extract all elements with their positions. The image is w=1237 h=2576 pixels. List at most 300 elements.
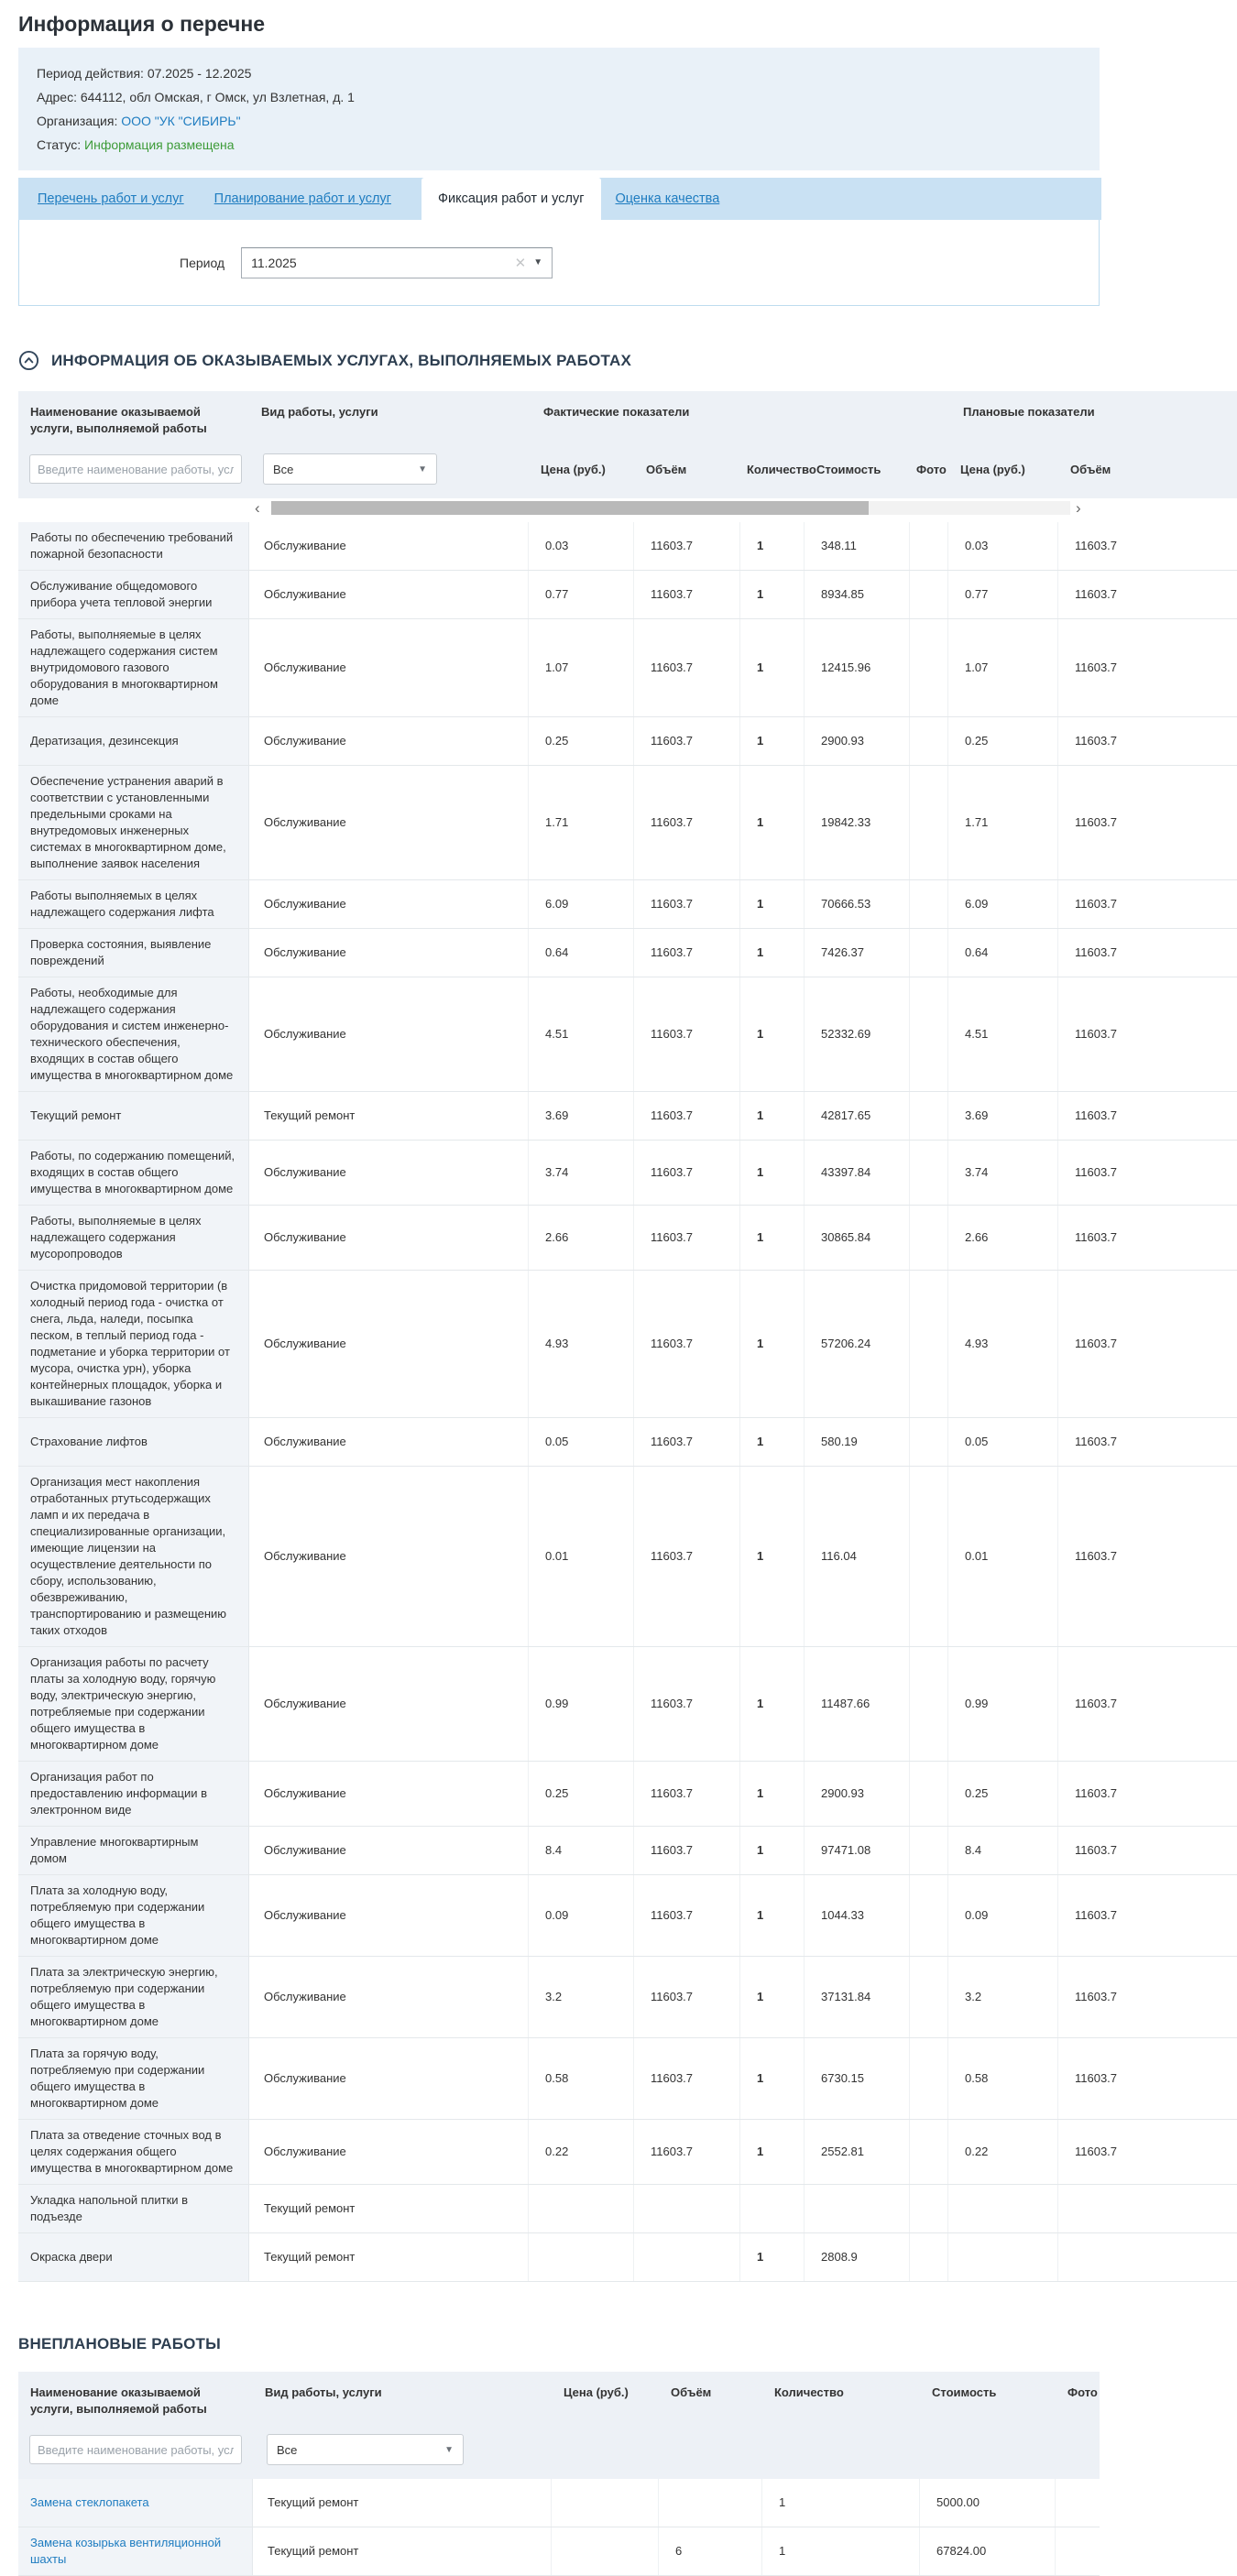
fact-price-cell — [529, 2185, 634, 2232]
table-row — [18, 2527, 1100, 2575]
plan-price-cell: 0.25 — [948, 717, 1058, 765]
service-type-cell: Обслуживание — [249, 2038, 529, 2119]
fact-price-cell: 4.93 — [529, 1271, 634, 1417]
service-name-filter-input[interactable] — [29, 454, 242, 484]
plan-price-cell: 0.03 — [948, 522, 1058, 570]
plan-volume-cell: 11603.7 — [1075, 897, 1118, 911]
service-type-cell: Обслуживание — [249, 1418, 529, 1466]
plan-price-cell: 0.05 — [948, 1418, 1058, 1466]
plan-price-cell: 1.07 — [948, 619, 1058, 716]
quantity-cell: 1 — [740, 880, 805, 928]
table-row — [18, 1205, 1237, 1270]
quantity-cell: 1 — [740, 929, 805, 977]
clear-icon[interactable]: ✕ — [514, 255, 527, 271]
quantity-cell: 1 — [740, 1957, 805, 2037]
cost-cell: 43397.84 — [805, 1141, 910, 1205]
scrollbar-thumb[interactable] — [271, 501, 869, 515]
tab-ocenka[interactable]: Оценка качества — [615, 191, 720, 206]
services-table — [18, 391, 1237, 2282]
plan-volume-cell: 11603.7 — [1075, 1165, 1118, 1180]
service-type-cell: Обслуживание — [249, 1271, 529, 1417]
cost-cell: 8934.85 — [805, 571, 910, 618]
period-panel — [18, 220, 1100, 306]
col-header-name: Наименование оказываемой услуги, выполняемой работы — [30, 405, 207, 435]
fact-price-cell: 0.01 — [529, 1467, 634, 1646]
service-type-cell: Обслуживание — [249, 1647, 529, 1761]
table-row — [18, 618, 1237, 716]
subheader-fact-price: Цена (руб.) — [541, 462, 606, 476]
cost-cell: 70666.53 — [805, 880, 910, 928]
unplanned-name-filter-input[interactable] — [29, 2435, 242, 2464]
fact-volume-cell: 11603.7 — [634, 2120, 740, 2184]
info-period-value: 07.2025 - 12.2025 — [147, 66, 252, 81]
table-row — [18, 2479, 1100, 2527]
table-row — [18, 716, 1237, 765]
fact-volume-cell — [634, 2185, 740, 2232]
cost-cell: 30865.84 — [805, 1206, 910, 1270]
fact-price-cell — [529, 2233, 634, 2281]
plan-price-cell — [948, 2233, 1058, 2281]
photo-cell — [910, 1875, 948, 1956]
cost-cell: 580.19 — [805, 1418, 910, 1466]
quantity-cell: 1 — [740, 766, 805, 879]
service-type-cell: Обслуживание — [249, 1206, 529, 1270]
subheader-photo: Фото — [916, 462, 947, 476]
photo-cell — [910, 1827, 948, 1874]
plan-price-cell: 0.77 — [948, 571, 1058, 618]
cost-cell — [805, 2185, 910, 2232]
fact-volume-cell: 11603.7 — [634, 1271, 740, 1417]
service-type-cell: Обслуживание — [249, 1875, 529, 1956]
quantity-cell: 1 — [740, 1141, 805, 1205]
service-type-cell: Текущий ремонт — [249, 2233, 529, 2281]
fact-price-cell: 0.25 — [529, 1762, 634, 1826]
name-filter-cell — [18, 440, 249, 498]
service-name-cell: Плата за горячую воду, потребляемую при содержании общего имущества в многоквартирном доме — [18, 2038, 249, 2119]
fact-volume-cell: 11603.7 — [634, 571, 740, 618]
table-row — [18, 2184, 1237, 2232]
plan-price-cell: 0.22 — [948, 2120, 1058, 2184]
plan-volume-cell: 11603.7 — [1075, 660, 1118, 675]
empty-filter-cell — [552, 2420, 659, 2479]
service-name-cell: Работы по обеспечению требований пожарной безопасности — [18, 522, 249, 570]
table-row — [18, 2037, 1237, 2119]
plan-price-cell: 0.25 — [948, 1762, 1058, 1826]
service-name-cell: Работы, выполняемые в целях надлежащего содержания систем внутридомового газового оборудования в многоквартирном доме — [18, 619, 249, 716]
cost-cell: 97471.08 — [805, 1827, 910, 1874]
service-name-cell — [18, 2527, 253, 2575]
quantity-cell: 1 — [740, 522, 805, 570]
fact-price-cell: 0.22 — [529, 2120, 634, 2184]
service-type-cell: Обслуживание — [249, 1762, 529, 1826]
info-address-line — [37, 85, 1081, 109]
services-section-header — [18, 350, 1117, 371]
plan-price-cell: 4.51 — [948, 977, 1058, 1091]
services-table-body — [18, 522, 1237, 2282]
col-header-type: Вид работы, услуги — [265, 2385, 382, 2400]
fact-volume-cell: 11603.7 — [634, 1647, 740, 1761]
service-name-link[interactable]: Замена козырька вентиляционной шахты — [30, 2536, 222, 2567]
plan-price-cell: 0.64 — [948, 929, 1058, 977]
col-group-plan: Плановые показатели — [963, 405, 1095, 419]
fact-volume-cell: 11603.7 — [634, 1762, 740, 1826]
photo-cell — [910, 977, 948, 1091]
photo-cell — [1056, 2479, 1100, 2527]
photo-cell — [910, 1092, 948, 1140]
plan-price-cell: 3.74 — [948, 1141, 1058, 1205]
service-type-cell: Обслуживание — [249, 619, 529, 716]
chevron-down-icon: ▼ — [444, 2444, 454, 2455]
collapse-chevron-up-icon[interactable] — [18, 350, 39, 371]
cost-cell: 5000.00 — [920, 2479, 1056, 2527]
service-name-cell: Плата за электрическую энергию, потребляемую при содержании общего имущества в многоквартирном доме — [18, 1957, 249, 2037]
cost-cell: 12415.96 — [805, 619, 910, 716]
col-header-cost: Стоимость — [932, 2385, 997, 2400]
volume-cell — [659, 2479, 762, 2527]
horizontal-scrollbar — [18, 498, 1237, 522]
service-name-cell: Укладка напольной плитки в подъезде — [18, 2185, 249, 2232]
info-status-label: Статус: — [37, 137, 82, 152]
table-row — [18, 1874, 1237, 1956]
table-row — [18, 1270, 1237, 1417]
service-type-cell: Обслуживание — [249, 522, 529, 570]
empty-filter-cell — [762, 2420, 920, 2479]
service-name-link[interactable]: Замена стеклопакета — [30, 2495, 149, 2510]
tab-planirovanie[interactable]: Планирование работ и услуг — [213, 191, 391, 206]
cost-cell: 37131.84 — [805, 1957, 910, 2037]
plan-price-cell: 8.4 — [948, 1827, 1058, 1874]
table-row — [18, 522, 1237, 570]
photo-cell — [910, 1467, 948, 1646]
table-row — [18, 1466, 1237, 1646]
plan-price-cell: 3.69 — [948, 1092, 1058, 1140]
info-period-label: Период действия: — [37, 66, 144, 81]
tab-fiksaciya[interactable]: Фиксация работ и услуг — [421, 178, 601, 220]
service-name-cell: Проверка состояния, выявление повреждений — [18, 929, 249, 977]
table-row — [18, 2119, 1237, 2184]
quantity-cell: 1 — [762, 2527, 920, 2575]
photo-cell — [910, 2233, 948, 2281]
info-period-line — [37, 61, 1081, 85]
service-type-cell: Обслуживание — [249, 1467, 529, 1646]
period-combobox[interactable] — [241, 247, 553, 278]
tab-perechen[interactable]: Перечень работ и услуг — [38, 191, 184, 206]
plan-volume-cell: 11603.7 — [1075, 539, 1118, 553]
name-filter-cell — [18, 2420, 253, 2479]
fact-volume-cell: 11603.7 — [634, 1467, 740, 1646]
service-name-cell: Обеспечение устранения аварий в соответствии с установленными предельными сроками на внутредомовых инженерных системах в многоквартирном доме, выполнение заявок населения — [18, 766, 249, 879]
service-type-cell: Обслуживание — [249, 929, 529, 977]
info-address-value: 644112, обл Омская, г Омск, ул Взлетная, д. 1 — [80, 90, 355, 104]
cost-cell: 348.11 — [805, 522, 910, 570]
period-value: 11.2025 — [251, 255, 297, 270]
plan-volume-cell: 11603.7 — [1075, 815, 1118, 830]
fact-price-cell: 4.51 — [529, 977, 634, 1091]
fact-volume-cell: 11603.7 — [634, 880, 740, 928]
service-name-cell: Плата за отведение сточных вод в целях содержания общего имущества в многоквартирном доме — [18, 2120, 249, 2184]
plan-volume-cell — [1058, 2233, 1237, 2281]
quantity-cell: 1 — [740, 2233, 805, 2281]
chevron-down-icon[interactable]: ▼ — [533, 257, 543, 267]
plan-price-cell: 0.99 — [948, 1647, 1058, 1761]
period-label: Период — [180, 255, 225, 270]
service-type-cell: Обслуживание — [249, 2120, 529, 2184]
subheader-quantity: Количество — [747, 462, 816, 476]
fact-volume-cell: 11603.7 — [634, 1418, 740, 1466]
cost-cell: 42817.65 — [805, 1092, 910, 1140]
service-type-cell: Обслуживание — [249, 977, 529, 1091]
fact-price-cell: 3.74 — [529, 1141, 634, 1205]
photo-cell — [910, 1271, 948, 1417]
plan-volume-cell: 11603.7 — [1075, 945, 1118, 960]
photo-cell — [910, 522, 948, 570]
unplanned-table — [18, 2372, 1100, 2576]
service-name-cell: Очистка придомовой территории (в холодный период года - очистка от снега, льда, наледи, посыпка песком, в теплый период года - подметание и уборка территории от мусора, очистка урн), уборка контейнерных площадок, уборка и выкашивание газонов — [18, 1271, 249, 1417]
plan-volume-cell: 11603.7 — [1075, 1786, 1118, 1801]
table-row — [18, 1956, 1237, 2037]
cost-cell: 2552.81 — [805, 2120, 910, 2184]
fact-volume-cell: 11603.7 — [634, 1875, 740, 1956]
service-name-cell: Страхование лифтов — [18, 1418, 249, 1466]
quantity-cell: 1 — [740, 2038, 805, 2119]
fact-price-cell: 1.07 — [529, 619, 634, 716]
service-type-cell: Текущий ремонт — [253, 2479, 552, 2527]
table-row — [18, 1761, 1237, 1826]
fact-price-cell: 0.58 — [529, 2038, 634, 2119]
service-type-cell: Обслуживание — [249, 571, 529, 618]
plan-volume-cell: 11603.7 — [1075, 1908, 1118, 1923]
plan-price-cell: 2.66 — [948, 1206, 1058, 1270]
service-name-cell: Организация мест накопления отработанных ртутьсодержащих ламп и их передача в специализированные организации, имеющие лицензии на осуществление деятельности по сбору, использованию, обезвреживанию, транспортированию и размещению таких отходов — [18, 1467, 249, 1646]
table-row — [18, 879, 1237, 928]
type-filter-cell — [253, 2420, 552, 2479]
photo-cell — [910, 2120, 948, 2184]
fact-price-cell: 3.2 — [529, 1957, 634, 2037]
table-row — [18, 1646, 1237, 1761]
fact-price-cell: 0.25 — [529, 717, 634, 765]
quantity-cell: 1 — [740, 1467, 805, 1646]
col-header-quantity: Количество — [774, 2385, 844, 2400]
subheader-fact-volume: Объём — [646, 462, 687, 476]
cost-cell: 11487.66 — [805, 1647, 910, 1761]
cost-cell: 6730.15 — [805, 2038, 910, 2119]
fact-volume-cell: 11603.7 — [634, 766, 740, 879]
quantity-cell: 1 — [740, 717, 805, 765]
plan-volume-cell: 11603.7 — [1075, 1990, 1118, 2004]
plan-price-cell: 0.09 — [948, 1875, 1058, 1956]
fact-price-cell: 3.69 — [529, 1092, 634, 1140]
fact-price-cell: 0.64 — [529, 929, 634, 977]
fact-price-cell: 0.09 — [529, 1875, 634, 1956]
plan-volume-cell: 11603.7 — [1075, 734, 1118, 748]
col-header-volume: Объём — [671, 2385, 712, 2400]
fact-volume-cell: 11603.7 — [634, 977, 740, 1091]
photo-cell — [910, 619, 948, 716]
volume-cell: 6 — [659, 2527, 762, 2575]
service-name-cell: Работы выполняемых в целях надлежащего содержания лифта — [18, 880, 249, 928]
fact-volume-cell: 11603.7 — [634, 619, 740, 716]
plan-volume-cell: 11603.7 — [1075, 1337, 1118, 1351]
service-type-select[interactable] — [263, 453, 437, 485]
quantity-cell: 1 — [740, 1762, 805, 1826]
fact-volume-cell: 11603.7 — [634, 717, 740, 765]
chevron-down-icon: ▼ — [418, 464, 427, 475]
photo-cell — [910, 1762, 948, 1826]
plan-price-cell: 3.2 — [948, 1957, 1058, 2037]
fact-volume-cell: 11603.7 — [634, 1141, 740, 1205]
empty-filter-cell — [920, 2420, 1056, 2479]
cost-cell: 7426.37 — [805, 929, 910, 977]
service-type-select-value: Все — [273, 462, 294, 476]
fact-volume-cell: 11603.7 — [634, 1827, 740, 1874]
page-title: Информация о перечне — [18, 12, 266, 36]
fact-price-cell: 0.99 — [529, 1647, 634, 1761]
fact-volume-cell: 11603.7 — [634, 1957, 740, 2037]
plan-volume-cell: 11603.7 — [1075, 1549, 1118, 1564]
table-row — [18, 1140, 1237, 1205]
service-type-cell: Обслуживание — [249, 1141, 529, 1205]
service-name-cell: Организация работы по расчету платы за холодную воду, горячую воду, электрическую энергию, потребляемые при содержании общего имущества в многоквартирном доме — [18, 1647, 249, 1761]
subheader-plan-price: Цена (руб.) — [960, 462, 1025, 476]
photo-cell — [910, 717, 948, 765]
quantity-cell: 1 — [740, 1206, 805, 1270]
col-group-fact: Фактические показатели — [543, 405, 690, 419]
cost-cell: 67824.00 — [920, 2527, 1056, 2575]
cost-cell: 52332.69 — [805, 977, 910, 1091]
fact-price-cell: 6.09 — [529, 880, 634, 928]
service-type-cell: Обслуживание — [249, 880, 529, 928]
table-row — [18, 570, 1237, 618]
service-type-cell: Обслуживание — [249, 1957, 529, 2037]
quantity-cell: 1 — [740, 1647, 805, 1761]
cost-cell: 2808.9 — [805, 2233, 910, 2281]
photo-cell — [910, 2185, 948, 2232]
services-table-header — [18, 391, 1237, 498]
photo-cell — [910, 880, 948, 928]
quantity-cell — [740, 2185, 805, 2232]
fact-volume-cell: 11603.7 — [634, 1206, 740, 1270]
plan-volume-cell: 11603.7 — [1075, 2145, 1118, 2159]
cost-cell: 57206.24 — [805, 1271, 910, 1417]
service-name-cell: Управление многоквартирным домом — [18, 1827, 249, 1874]
photo-cell — [910, 766, 948, 879]
photo-cell — [910, 929, 948, 977]
scroll-left-icon[interactable]: ‹ — [255, 499, 260, 518]
plan-volume-cell: 11603.7 — [1075, 1108, 1118, 1123]
fact-volume-cell: 11603.7 — [634, 2038, 740, 2119]
plan-price-cell — [948, 2185, 1058, 2232]
plan-price-cell: 0.58 — [948, 2038, 1058, 2119]
quantity-cell: 1 — [740, 571, 805, 618]
plan-price-cell: 0.01 — [948, 1467, 1058, 1646]
quantity-cell: 1 — [740, 1827, 805, 1874]
plan-volume-cell: 11603.7 — [1075, 2071, 1118, 2086]
info-status-line — [37, 133, 1081, 157]
plan-price-cell: 1.71 — [948, 766, 1058, 879]
fact-volume-cell: 11603.7 — [634, 1092, 740, 1140]
table-row — [18, 1417, 1237, 1466]
plan-price-cell: 6.09 — [948, 880, 1058, 928]
type-filter-cell — [249, 440, 529, 498]
fact-price-cell: 1.71 — [529, 766, 634, 879]
empty-filter-cell — [659, 2420, 762, 2479]
plan-volume-cell: 11603.7 — [1075, 1697, 1118, 1711]
price-cell — [552, 2479, 659, 2527]
unplanned-table-header — [18, 2372, 1100, 2479]
unplanned-type-select-value: Все — [277, 2442, 298, 2457]
quantity-cell: 1 — [740, 977, 805, 1091]
service-type-cell: Текущий ремонт — [249, 1092, 529, 1140]
quantity-cell: 1 — [740, 1418, 805, 1466]
service-name-cell: Дератизация, дезинсекция — [18, 717, 249, 765]
service-type-cell: Обслуживание — [249, 1827, 529, 1874]
cost-cell: 1044.33 — [805, 1875, 910, 1956]
quantity-cell: 1 — [740, 619, 805, 716]
photo-cell — [910, 2038, 948, 2119]
service-type-cell: Обслуживание — [249, 717, 529, 765]
service-name-cell: Работы, выполняемые в целях надлежащего содержания мусоропроводов — [18, 1206, 249, 1270]
info-address-label: Адрес: — [37, 90, 77, 104]
empty-filter-cell — [1056, 2420, 1100, 2479]
status-badge: Информация размещена — [84, 137, 235, 152]
unplanned-table-body — [18, 2479, 1100, 2576]
fact-price-cell: 8.4 — [529, 1827, 634, 1874]
fact-price-cell: 0.77 — [529, 571, 634, 618]
cost-cell: 116.04 — [805, 1467, 910, 1646]
unplanned-section-title: ВНЕПЛАНОВЫЕ РАБОТЫ — [18, 2335, 221, 2353]
col-header-type: Вид работы, услуги — [261, 405, 378, 419]
service-type-cell: Текущий ремонт — [249, 2185, 529, 2232]
plan-volume-cell: 11603.7 — [1075, 587, 1118, 602]
services-section-title: ИНФОРМАЦИЯ ОБ ОКАЗЫВАЕМЫХ УСЛУГАХ, ВЫПОЛНЯЕМЫХ РАБОТАХ — [51, 351, 632, 369]
photo-cell — [910, 1206, 948, 1270]
quantity-cell: 1 — [740, 1092, 805, 1140]
service-name-cell: Организация работ по предоставлению информации в электронном виде — [18, 1762, 249, 1826]
scrollbar-track[interactable] — [271, 501, 1070, 515]
photo-cell — [1056, 2527, 1100, 2575]
plan-volume-cell: 11603.7 — [1075, 1230, 1118, 1245]
info-org-label: Организация: — [37, 114, 118, 128]
service-name-cell: Плата за холодную воду, потребляемую при содержании общего имущества в многоквартирном доме — [18, 1875, 249, 1956]
col-header-photo: Фото — [1067, 2385, 1098, 2400]
fact-price-cell: 2.66 — [529, 1206, 634, 1270]
unplanned-type-select[interactable] — [267, 2434, 464, 2465]
photo-cell — [910, 1141, 948, 1205]
quantity-cell: 1 — [740, 1271, 805, 1417]
cost-cell: 2900.93 — [805, 717, 910, 765]
service-type-cell: Обслуживание — [249, 766, 529, 879]
quantity-cell: 1 — [740, 1875, 805, 1956]
plan-volume-cell: 11603.7 — [1075, 1843, 1118, 1858]
fact-volume-cell: 11603.7 — [634, 522, 740, 570]
cost-cell: 2900.93 — [805, 1762, 910, 1826]
plan-volume-cell: 11603.7 — [1075, 1435, 1118, 1449]
service-name-cell: Текущий ремонт — [18, 1092, 249, 1140]
service-type-cell: Текущий ремонт — [253, 2527, 552, 2575]
organization-link[interactable]: ООО "УК "СИБИРЬ" — [121, 114, 241, 128]
fact-price-cell: 0.03 — [529, 522, 634, 570]
photo-cell — [910, 1418, 948, 1466]
quantity-cell: 1 — [740, 2120, 805, 2184]
plan-volume-cell — [1058, 2185, 1237, 2232]
photo-cell — [910, 1957, 948, 2037]
price-cell — [552, 2527, 659, 2575]
plan-price-cell: 4.93 — [948, 1271, 1058, 1417]
fact-price-cell: 0.05 — [529, 1418, 634, 1466]
scroll-right-icon[interactable]: › — [1076, 499, 1081, 518]
list-info-box — [18, 48, 1100, 170]
info-org-line — [37, 109, 1081, 133]
